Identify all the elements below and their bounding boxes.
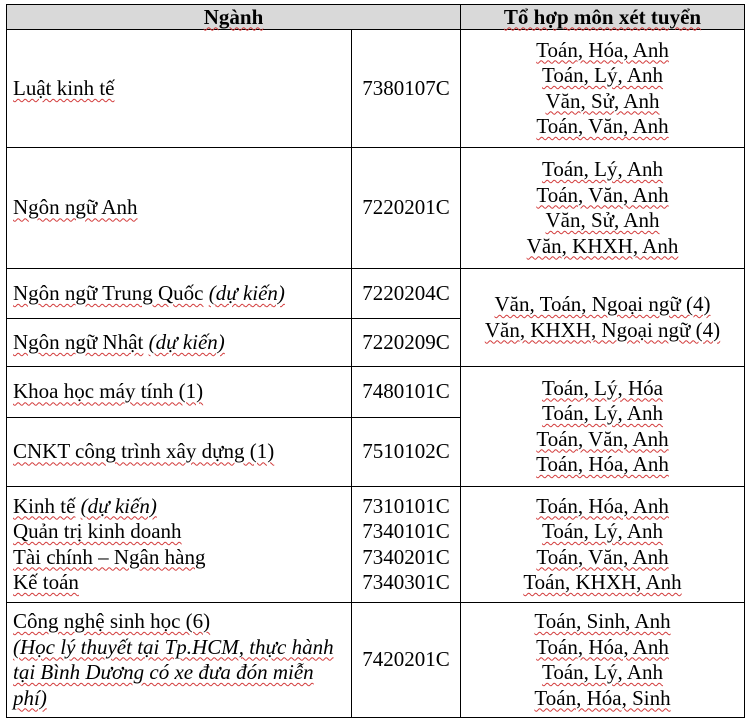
admission-table <box>6 4 745 718</box>
major-code: 7220209C <box>352 319 461 367</box>
table-row <box>7 269 745 319</box>
major-name: Công nghệ sinh học (6) (Học lý thuyết tại Tp.HCM, thực hành tại Bình Dương có xe đưa đón miễn phí) <box>7 603 352 718</box>
subject-combinations: Toán, Hóa, Anh Toán, Lý, Anh Toán, Văn, Anh Toán, KHXH, Anh <box>461 487 745 603</box>
major-name-list: Kinh tế (dự kiến) Quản trị kinh doanh Tài chính – Ngân hàng Kế toán <box>7 487 352 603</box>
major-name: Ngôn ngữ Trung Quốc (dự kiến) <box>7 269 352 319</box>
major-code: 7220201C <box>352 148 461 269</box>
major-code-list: 7310101C 7340101C 7340201C 7340301C <box>352 487 461 603</box>
table-row <box>7 603 745 718</box>
major-note: (Học lý thuyết tại Tp.HCM, thực hành tại Bình Dương có xe đưa đón miễn phí) <box>13 634 334 710</box>
major-code: 7380107C <box>352 30 461 148</box>
major-name: CNKT công trình xây dựng (1) <box>7 418 352 487</box>
table-row <box>7 148 745 269</box>
table-row <box>7 367 745 418</box>
header-major: Ngành <box>7 5 461 30</box>
major-name: Luật kinh tế <box>7 30 352 148</box>
table-row <box>7 487 745 603</box>
subject-combinations: Toán, Lý, Hóa Toán, Lý, Anh Toán, Văn, Anh Toán, Hóa, Anh <box>461 367 745 487</box>
subject-combinations: Toán, Hóa, Anh Toán, Lý, Anh Văn, Sử, Anh Toán, Văn, Anh <box>461 30 745 148</box>
major-name: Khoa học máy tính (1) <box>7 367 352 418</box>
table-header-row <box>7 5 745 30</box>
major-code: 7510102C <box>352 418 461 487</box>
subject-combinations: Toán, Sinh, Anh Toán, Hóa, Anh Toán, Lý, Anh Toán, Hóa, Sinh <box>461 603 745 718</box>
header-subject-combinations: Tổ hợp môn xét tuyển <box>461 5 745 30</box>
major-name: Ngôn ngữ Nhật (dự kiến) <box>7 319 352 367</box>
major-name: Ngôn ngữ Anh <box>7 148 352 269</box>
subject-combinations: Toán, Lý, Anh Toán, Văn, Anh Văn, Sử, Anh Văn, KHXH, Anh <box>461 148 745 269</box>
subject-combinations: Văn, Toán, Ngoại ngữ (4) Văn, KHXH, Ngoại ngữ (4) <box>461 269 745 367</box>
major-code: 7420201C <box>352 603 461 718</box>
major-code: 7220204C <box>352 269 461 319</box>
major-code: 7480101C <box>352 367 461 418</box>
table-row <box>7 30 745 148</box>
